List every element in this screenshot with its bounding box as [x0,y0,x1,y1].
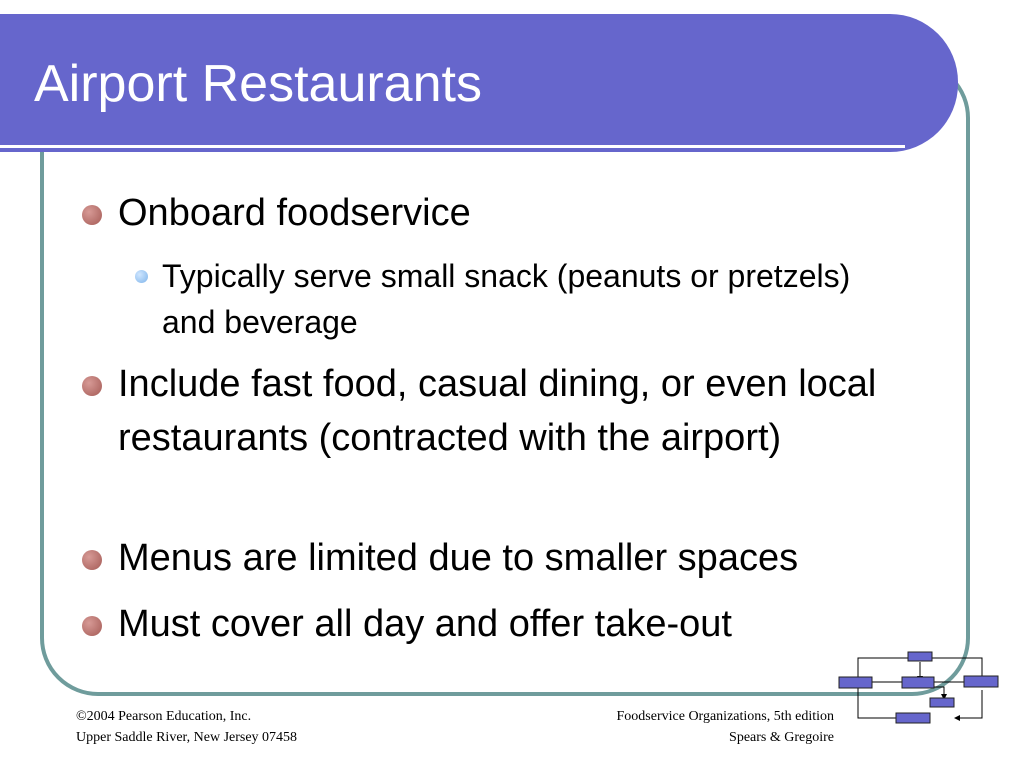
bullet-dot [82,376,102,396]
bullet-dot [82,205,102,225]
footer-copyright-line2: Upper Saddle River, New Jersey 07458 [76,730,298,745]
title-bar [0,14,958,152]
footer-copyright [76,706,297,748]
flowchart-logo-icon [836,648,1002,726]
footer-book-title: Foodservice Organizations, 5th edition [616,709,834,724]
bullet-all-day: Must cover all day and offer take-out [118,603,732,645]
bullet-onboard-foodservice: Onboard foodservice [118,192,471,234]
footer-copyright-line1: ©2004 Pearson Education, Inc. [76,709,252,724]
bullet-fast-food: Include fast food, casual dining, or even local restaurants (contracted with the airport) [118,363,877,459]
footer-book-authors: Spears & Gregoire [729,730,834,745]
bullet-menus-limited: Menus are limited due to smaller spaces [118,537,799,579]
bullet-dot [82,550,102,570]
sub-bullet-dot [135,270,148,283]
sub-bullet-snack: Typically serve small snack (peanuts or pretzels) and beverage [162,258,851,340]
slide-title: Airport Restaurants [34,55,482,113]
title-underline [0,145,905,148]
bullet-dot [82,616,102,636]
footer-book [617,706,834,748]
